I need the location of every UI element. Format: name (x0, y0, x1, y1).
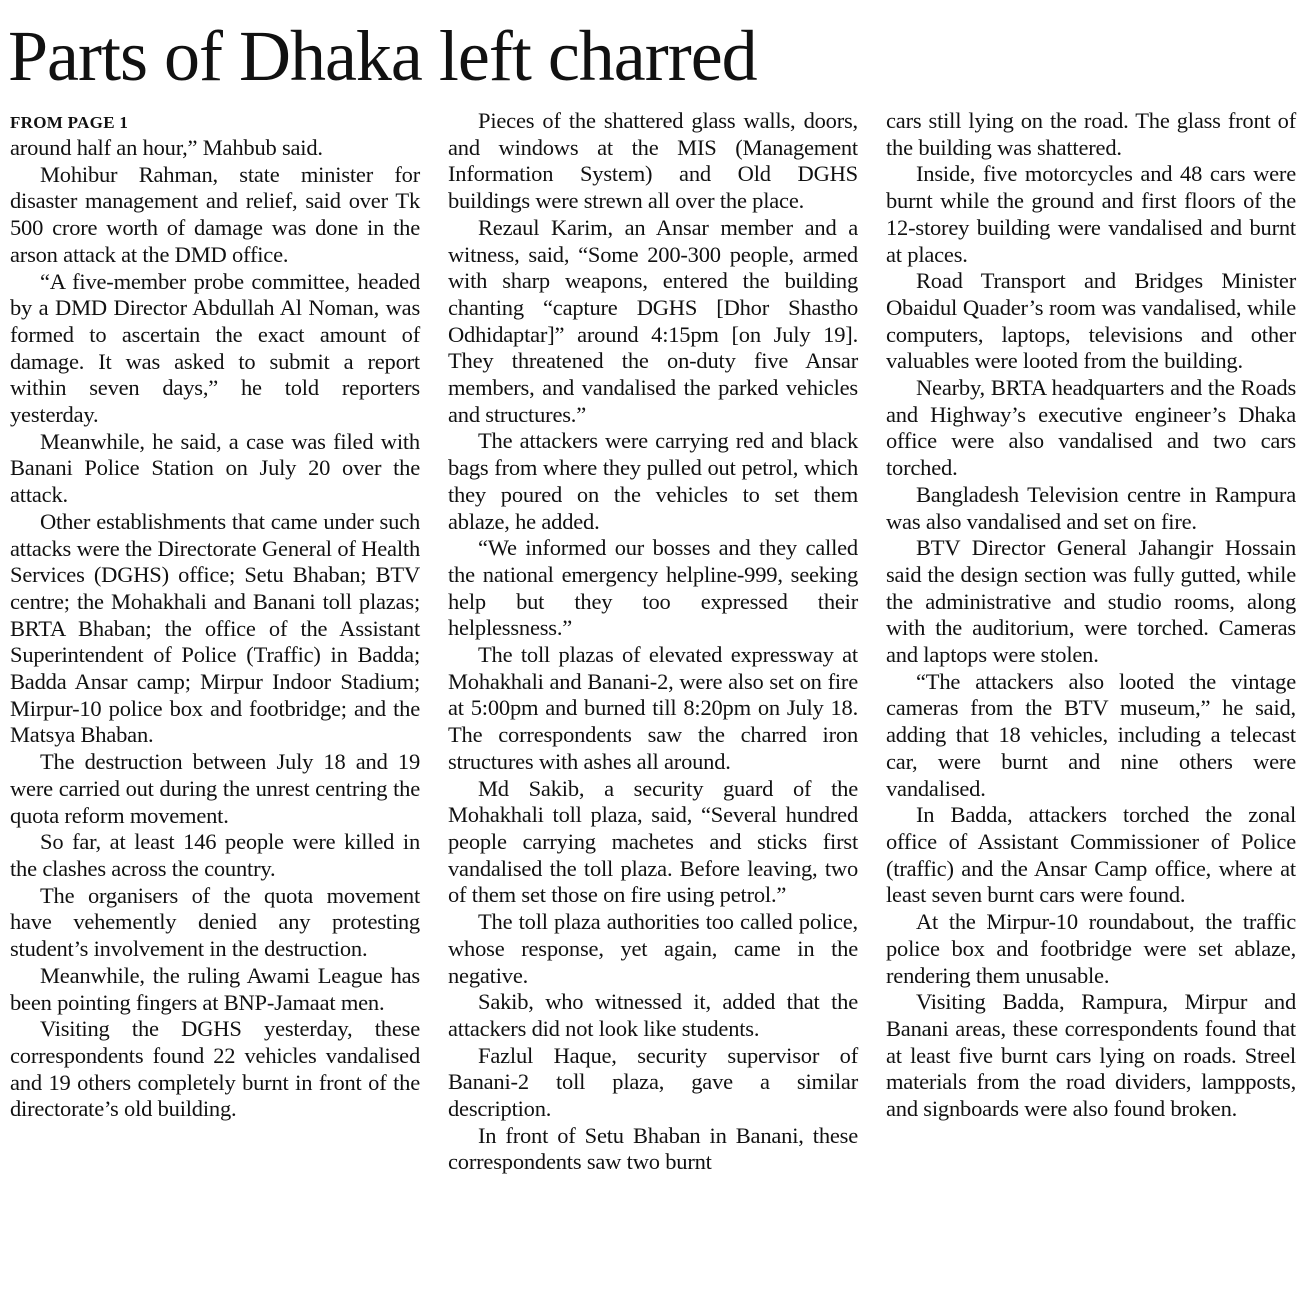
paragraph: In Badda, attackers torched the zonal office of Assistant Commissioner of Police (traffic) and the Ansar Camp office, where at least seven burnt cars were found. (886, 802, 1296, 908)
article-column-2 (448, 108, 858, 1176)
paragraph: Sakib, who witnessed it, added that the attackers did not look like students. (448, 989, 858, 1041)
paragraph: So far, at least 146 people were killed in the clashes across the country. (10, 829, 420, 881)
paragraph: The toll plaza authorities too called police, whose response, yet again, came in the negative. (448, 909, 858, 988)
article-column-1 (10, 108, 420, 1123)
paragraph: The attackers were carrying red and black bags from where they pulled out petrol, which they poured on the vehicles to set them ablaze, he added. (448, 428, 858, 534)
paragraph: In front of Setu Bhaban in Banani, these correspondents saw two burnt (448, 1122, 858, 1175)
paragraph: Other establishments that came under such attacks were the Directorate General of Health Services (DGHS) office; Setu Bhaban; BTV centre; the Mohakhali and Banani toll plazas; BRTA Bhaban; the office of the Assistant Superintendent of Police (Traffic) in Badda; Badda Ansar camp; Mirpur Indoor Stadium; Mirpur-10 police box and footbridge; and the Matsya Bhaban. (10, 508, 420, 748)
paragraph: Visiting the DGHS yesterday, these correspondents found 22 vehicles vandalised and 19 others completely burnt in front of the directorate’s old building. (10, 1016, 420, 1122)
paragraph: BTV Director General Jahangir Hossain said the design section was fully gutted, while the administrative and studio rooms, along with the auditorium, were torched. Cameras and laptops were stolen. (886, 535, 1296, 668)
headline: Parts of Dhaka left charred (8, 16, 757, 96)
paragraph: Meanwhile, he said, a case was filed with Banani Police Station on July 20 over the attack. (10, 428, 420, 508)
paragraph: The destruction between July 18 and 19 were carried out during the unrest centring the quota reform movement. (10, 749, 420, 828)
paragraph: “A five-member probe committee, headed by a DMD Director Abdullah Al Noman, was formed to ascertain the exact amount of damage. It was asked to submit a report within seven days,” he told reporters yesterday. (10, 268, 420, 428)
paragraph: Mohibur Rahman, state minister for disaster management and relief, said over Tk 500 crore worth of damage was done in the arson attack at the DMD office. (10, 161, 420, 267)
paragraph: “The attackers also looted the vintage cameras from the BTV museum,” he said, adding that 18 vehicles, including a telecast car, were burnt and nine others were vandalised. (886, 668, 1296, 801)
paragraph: Road Transport and Bridges Minister Obaidul Quader’s room was vandalised, while computers, laptops, televisions and other valuables were looted from the building. (886, 268, 1296, 374)
paragraph: cars still lying on the road. The glass front of the building was shattered. (886, 108, 1296, 160)
paragraph: Inside, five motorcycles and 48 cars were burnt while the ground and first floors of the 12-storey building were vandalised and burnt at places. (886, 161, 1296, 267)
paragraph: Md Sakib, a security guard of the Mohakhali toll plaza, said, “Several hundred people carrying machetes and sticks first vandalised the toll plaza. Before leaving, two of them set those on fire using petrol.” (448, 775, 858, 908)
paragraph: At the Mirpur-10 roundabout, the traffic police box and footbridge were set ablaze, rendering them unusable. (886, 909, 1296, 988)
paragraph: The toll plazas of elevated expressway at Mohakhali and Banani-2, were also set on fire at 5:00pm and burned till 8:20pm on July 18. The correspondents saw the charred iron structures with ashes all around. (448, 642, 858, 774)
article-column-3 (886, 108, 1296, 1123)
paragraph: Rezaul Karim, an Ansar member and a witness, said, “Some 200-300 people, armed with sharp weapons, entered the building chanting “capture DGHS [Dhor Shastho Odhidaptar]” around 4:15pm [on July 19]. They threatened the on-duty five Ansar members, and vandalised the parked vehicles and structures.” (448, 214, 858, 427)
paragraph: Fazlul Haque, security supervisor of Banani-2 toll plaza, gave a similar description. (448, 1042, 858, 1122)
paragraph: Nearby, BRTA headquarters and the Roads and Highway’s executive engineer’s Dhaka office were also vandalised and two cars torched. (886, 375, 1296, 481)
paragraph: “We informed our bosses and they called the national emergency helpline-999, seeking help but they too expressed their helplessness.” (448, 535, 858, 641)
paragraph: Meanwhile, the ruling Awami League has been pointing fingers at BNP-Jamaat men. (10, 962, 420, 1015)
paragraph: The organisers of the quota movement have vehemently denied any protesting student’s involvement in the destruction. (10, 882, 420, 962)
paragraph: Bangladesh Television centre in Rampura was also vandalised and set on fire. (886, 481, 1296, 534)
paragraph: Pieces of the shattered glass walls, doors, and windows at the MIS (Management Information System) and Old DGHS buildings were strewn all over the place. (448, 108, 858, 214)
kicker-from-page: FROM PAGE 1 (10, 113, 129, 132)
paragraph: around half an hour,” Mahbub said. (10, 135, 323, 160)
paragraph: Visiting Badda, Rampura, Mirpur and Banani areas, these correspondents found that at least five burnt cars lying on roads. Streel materials from the road dividers, lampposts, and signboards were also found broken. (886, 989, 1296, 1122)
